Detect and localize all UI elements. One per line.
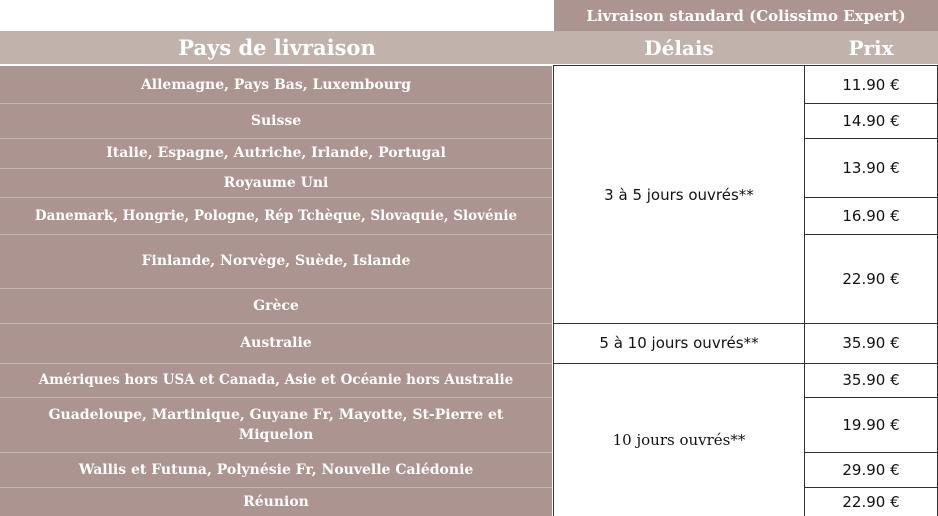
- delay-cell: [554, 66, 804, 323]
- country-cell: [0, 452, 552, 487]
- country-label: Australie: [240, 335, 312, 351]
- header-delay: [554, 31, 804, 64]
- country-cell: [0, 197, 552, 234]
- country-cell: [0, 168, 552, 197]
- delay-cell: [554, 323, 804, 363]
- header-country: [0, 31, 554, 64]
- delay-label: 3 à 5 jours ouvrés**: [604, 185, 754, 204]
- super-header-label: Livraison standard (Colissimo Expert): [586, 6, 906, 25]
- grid-line: [804, 452, 938, 453]
- price-label: 13.90 €: [842, 158, 900, 177]
- delay-label: 10 jours ouvrés**: [612, 430, 746, 449]
- price-label: 11.90 €: [842, 75, 900, 94]
- grid-line: [554, 65, 938, 66]
- grid-line: [804, 65, 805, 516]
- delay-cell: [554, 363, 804, 516]
- price-cell: [804, 323, 938, 363]
- grid-line: [804, 103, 938, 104]
- grid-line: [804, 397, 938, 398]
- country-cell: [0, 234, 552, 288]
- country-cell: [0, 138, 552, 168]
- price-label: 14.90 €: [842, 111, 900, 130]
- grid-line: [554, 323, 938, 324]
- price-cell: [804, 452, 938, 487]
- price-cell: [804, 363, 938, 397]
- header-delay-label: Délais: [644, 35, 714, 60]
- price-cell: [804, 103, 938, 138]
- country-cell: [0, 397, 552, 452]
- grid-line: [554, 363, 938, 364]
- price-label: 22.90 €: [842, 492, 900, 511]
- country-label: Guadeloupe, Martinique, Guyane Fr, Mayotte, St-Pierre et Miquelon: [48, 406, 504, 443]
- price-cell: [804, 138, 938, 197]
- country-cell: [0, 103, 552, 138]
- country-label: Wallis et Futuna, Polynésie Fr, Nouvelle Calédonie: [78, 461, 474, 478]
- country-cell: [0, 323, 552, 363]
- grid-line: [804, 234, 938, 235]
- price-label: 22.90 €: [842, 269, 900, 288]
- grid-line: [804, 487, 938, 488]
- country-cell: [0, 66, 552, 103]
- country-label: Suisse: [250, 112, 302, 129]
- header-price: [804, 31, 938, 64]
- price-cell: [804, 487, 938, 516]
- country-label: Royaume Uni: [223, 174, 329, 191]
- country-cell: [0, 363, 552, 397]
- super-header: [554, 0, 938, 31]
- price-cell: [804, 197, 938, 234]
- country-label: Finlande, Norvège, Suède, Islande: [141, 253, 411, 269]
- grid-line: [804, 138, 938, 139]
- price-cell: [804, 397, 938, 452]
- delay-label: 5 à 10 jours ouvrés**: [599, 334, 759, 352]
- header-country-label: Pays de livraison: [178, 35, 376, 60]
- country-label: Grèce: [253, 297, 299, 314]
- country-cell: [0, 487, 552, 516]
- country-label: Danemark, Hongrie, Pologne, Rép Tchèque, Slovaquie, Slovénie: [34, 207, 518, 224]
- price-label: 16.90 €: [842, 206, 900, 225]
- grid-line: [553, 65, 554, 516]
- country-label: Italie, Espagne, Autriche, Irlande, Portugal: [106, 145, 446, 161]
- country-cell: [0, 288, 552, 323]
- country-label: Allemagne, Pays Bas, Luxembourg: [140, 76, 412, 93]
- country-label: Réunion: [243, 493, 309, 510]
- price-label: 35.90 €: [842, 334, 900, 352]
- header-price-label: Prix: [848, 35, 894, 60]
- price-cell: [804, 66, 938, 103]
- price-cell: [804, 234, 938, 323]
- grid-line: [804, 197, 938, 198]
- price-label: 29.90 €: [842, 460, 900, 479]
- price-label: 35.90 €: [842, 371, 900, 389]
- country-label: Amériques hors USA et Canada, Asie et Océanie hors Australie: [38, 372, 514, 388]
- price-label: 19.90 €: [842, 415, 900, 434]
